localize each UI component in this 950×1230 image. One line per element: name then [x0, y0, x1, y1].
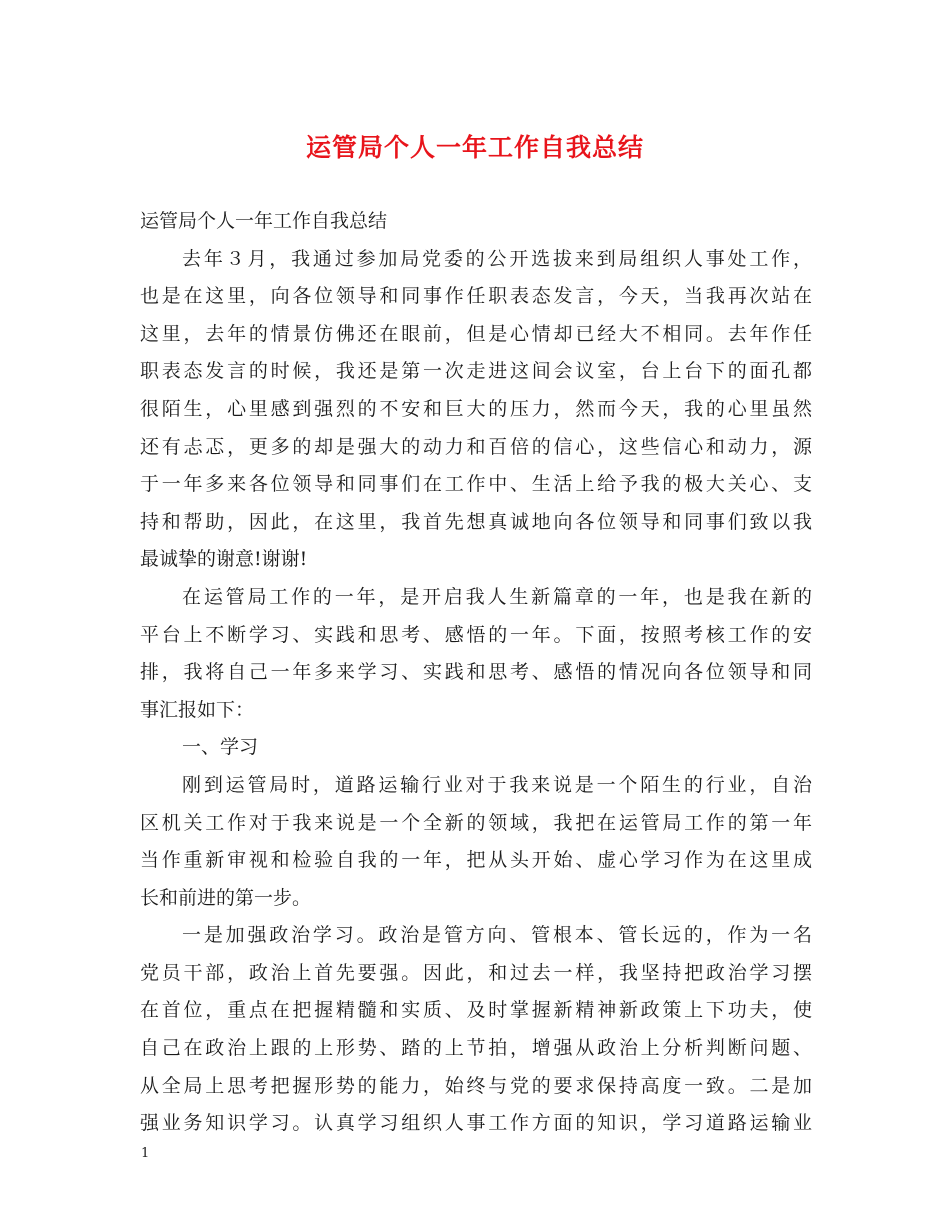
- body-line: 平台上不断学习、实践和思考、感悟的一年。下面，按照考核工作的安: [140, 623, 812, 646]
- body-line: 强业务知识学习。认真学习组织人事工作方面的知识，学习道路运输业: [140, 1112, 812, 1135]
- body-line: 最诚挚的谢意!谢谢!: [140, 548, 308, 571]
- body-line: 刚到运管局时，道路运输行业对于我来说是一个陌生的行业，自治: [182, 773, 812, 796]
- body-line: 在运管局工作的一年，是开启我人生新篇章的一年，也是我在新的: [182, 585, 812, 608]
- body-line: 区机关工作对于我来说是一个全新的领域，我把在运管局工作的第一年: [140, 811, 812, 834]
- body-line: 长和前进的第一步。: [140, 886, 312, 909]
- body-line: 党员干部，政治上首先要强。因此，和过去一样，我坚持把政治学习摆: [140, 961, 812, 984]
- body-line: 自己在政治上跟的上形势、踏的上节拍，增强从政治上分析判断问题、: [140, 1037, 812, 1060]
- body-line: 职表态发言的时候，我还是第一次走进这间会议室，台上台下的面孔都: [140, 360, 812, 383]
- page-number: 1: [141, 1146, 150, 1161]
- document-title: 运管局个人一年工作自我总结: [305, 133, 644, 162]
- body-line: 这里，去年的情景仿佛还在眼前，但是心情却已经大不相同。去年作任: [140, 322, 812, 345]
- body-line: 于一年多来各位领导和同事们在工作中、生活上给予我的极大关心、支: [140, 473, 812, 496]
- document-body: [140, 203, 812, 1143]
- body-line: 一、学习: [182, 736, 259, 759]
- body-line: 事汇报如下：: [140, 698, 255, 721]
- body-line: 很陌生，心里感到强烈的不安和巨大的压力，然而今天，我的心里虽然: [140, 397, 812, 420]
- body-line: 在首位，重点在把握精髓和实质、及时掌握新精神新政策上下功夫，使: [140, 999, 812, 1022]
- body-line: 从全局上思考把握形势的能力，始终与党的要求保持高度一致。二是加: [140, 1074, 812, 1097]
- body-line: 还有忐忑，更多的却是强大的动力和百倍的信心，这些信心和动力，源: [140, 435, 812, 458]
- body-line: 排，我将自己一年多来学习、实践和思考、感悟的情况向各位领导和同: [140, 661, 812, 684]
- body-line: 当作重新审视和检验自我的一年，把从头开始、虚心学习作为在这里成: [140, 849, 812, 872]
- body-line: 一是加强政治学习。政治是管方向、管根本、管长远的，作为一名: [182, 924, 812, 947]
- body-line: 去年３月，我通过参加局党委的公开选拔来到局组织人事处工作，: [182, 247, 812, 270]
- body-line: 运管局个人一年工作自我总结: [140, 210, 388, 232]
- body-line: 持和帮助，因此，在这里，我首先想真诚地向各位领导和同事们致以我: [140, 510, 812, 533]
- body-line: 也是在这里，向各位领导和同事作任职表态发言，今天，当我再次站在: [140, 285, 812, 308]
